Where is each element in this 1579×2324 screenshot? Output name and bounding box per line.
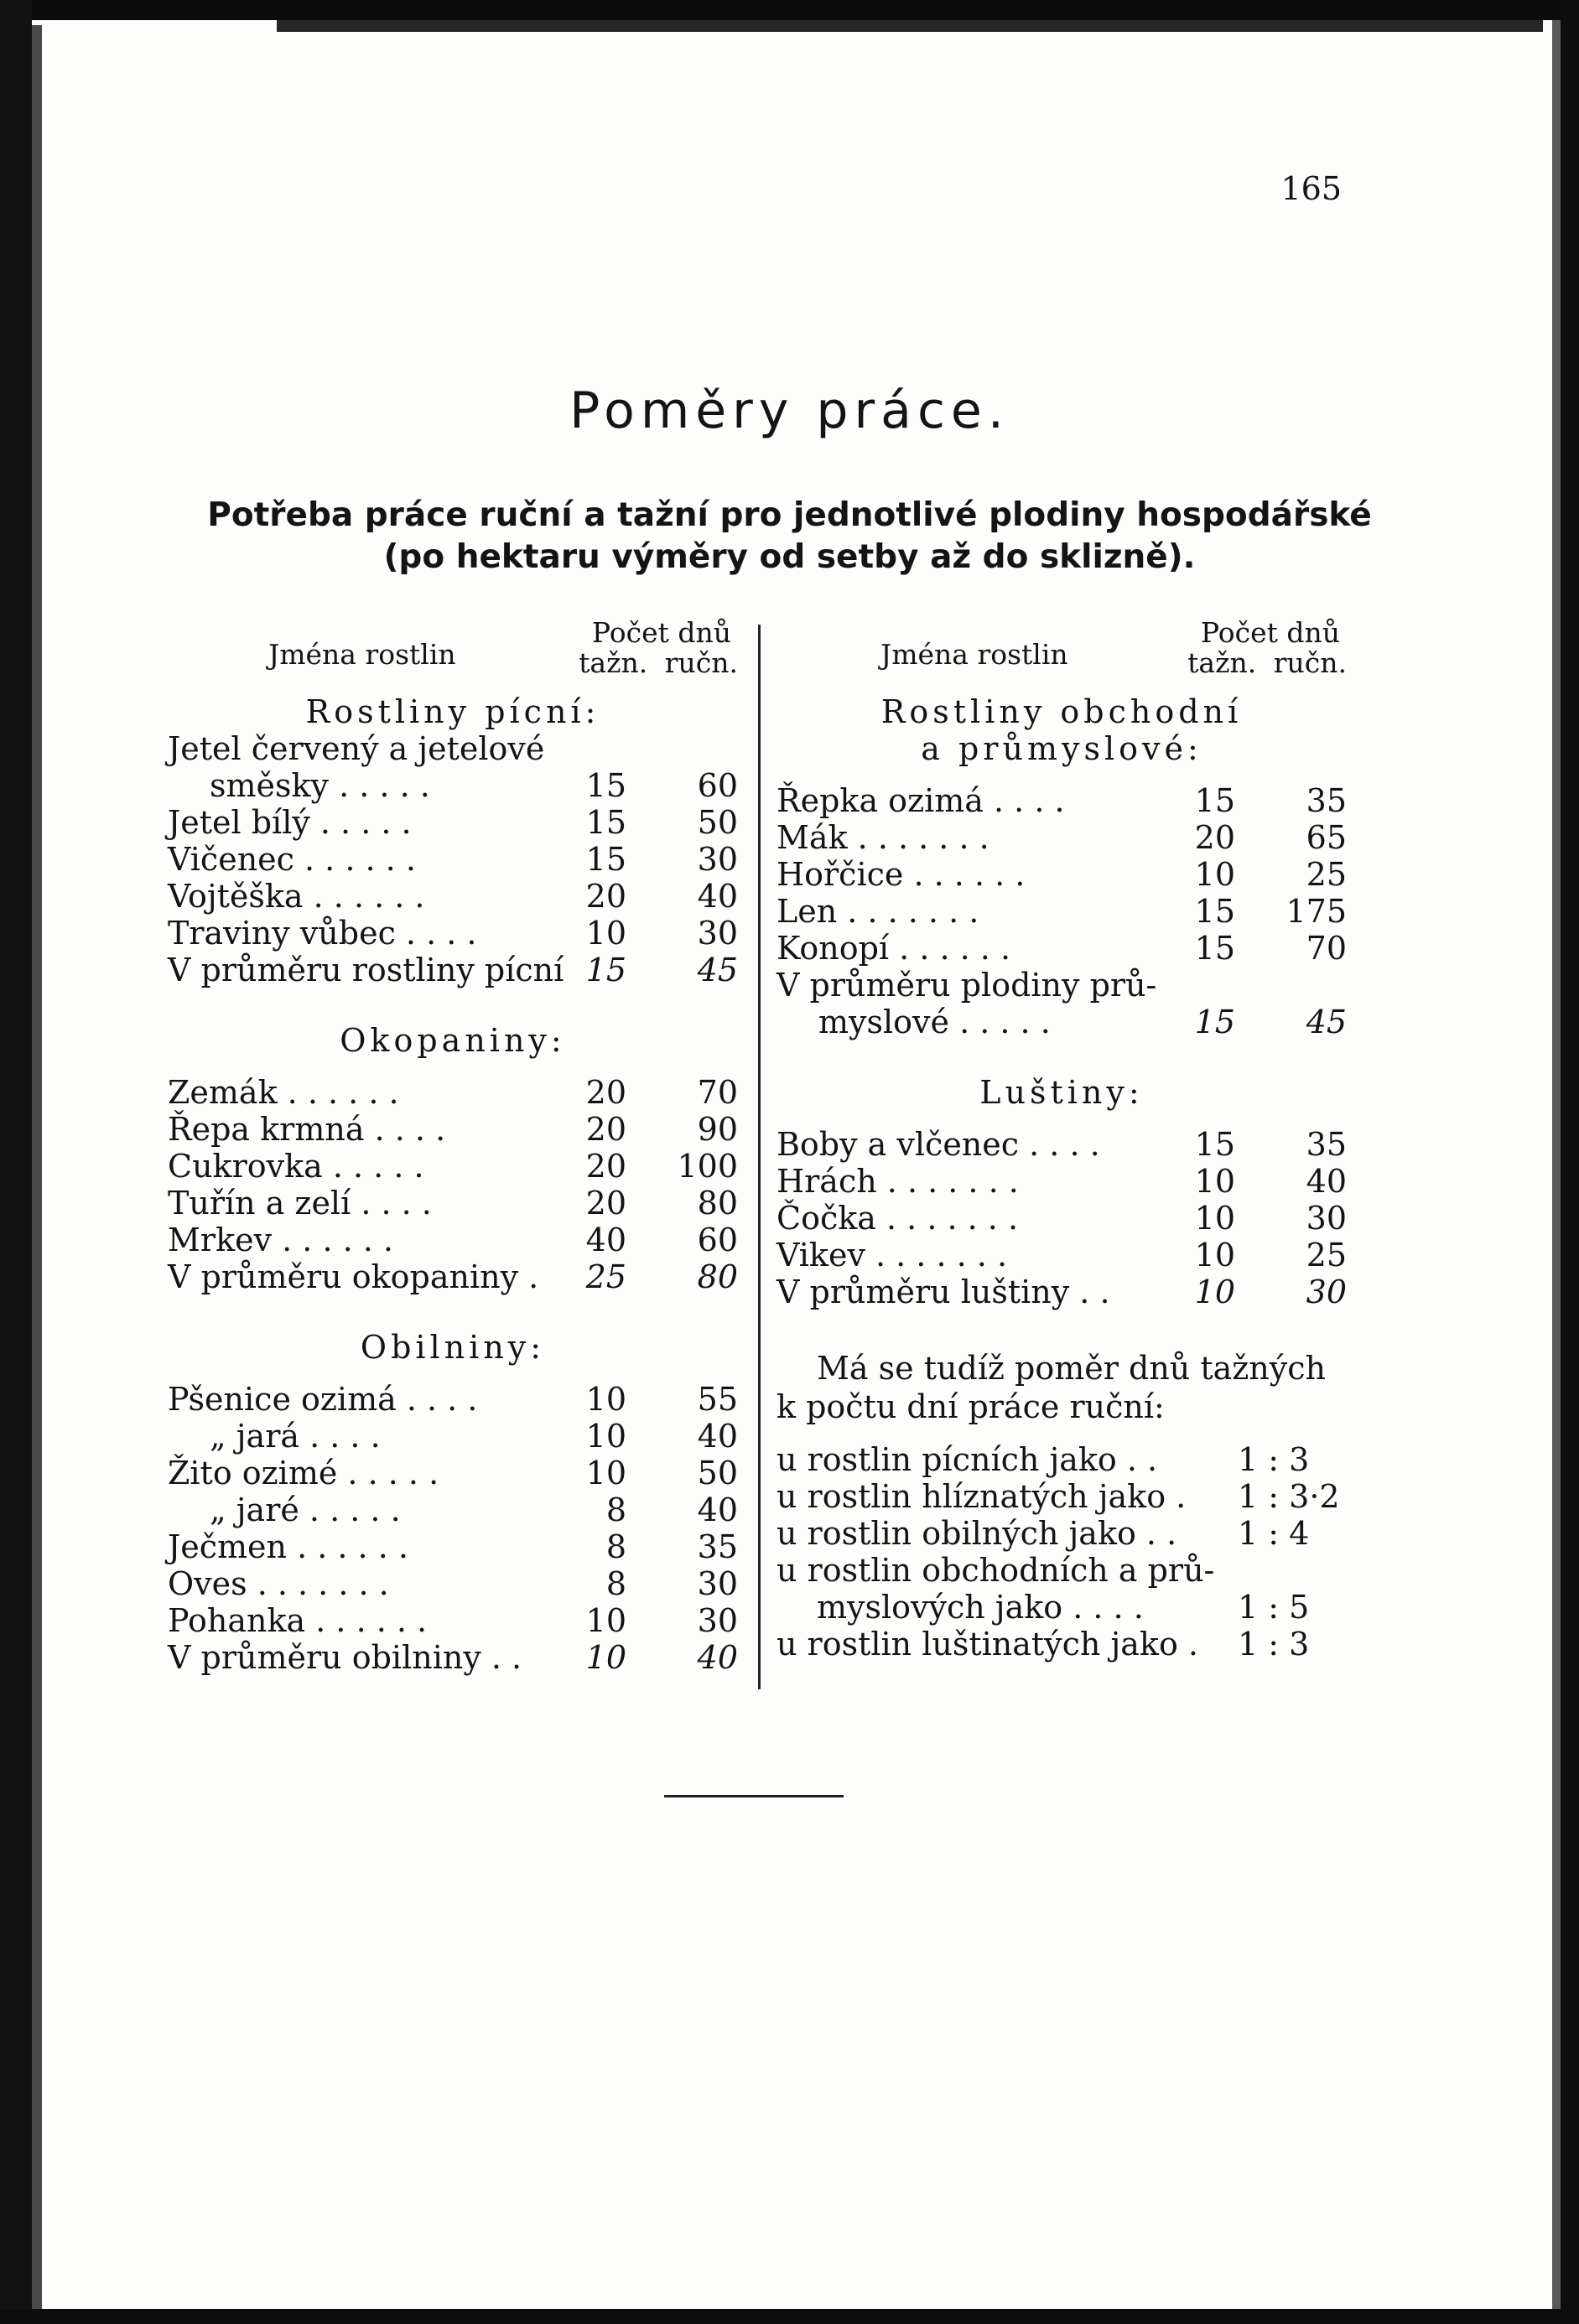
- item-name: Len . . . . . . .: [777, 893, 979, 930]
- header-rucn: ručn.: [664, 646, 738, 679]
- value-tazn: 20: [585, 878, 626, 915]
- value-tazn: 15: [1194, 1004, 1235, 1040]
- value-tazn: 15: [585, 841, 626, 878]
- value-tazn: 20: [585, 1074, 626, 1111]
- item-name: Traviny vůbec . . . .: [168, 915, 477, 952]
- header-subcols: [579, 646, 738, 679]
- subtitle-line-2: (po hektaru výměry od setby až do sklizně).: [383, 538, 1196, 576]
- value-tazn: 8: [605, 1565, 626, 1602]
- value-rucn: 60: [697, 1222, 738, 1258]
- value-rucn: 70: [697, 1074, 738, 1111]
- item-name: Cukrovka . . . . .: [168, 1148, 424, 1185]
- average-row: [168, 1258, 738, 1295]
- value-rucn: 55: [697, 1381, 738, 1418]
- item-name: Pšenice ozimá . . . .: [168, 1381, 478, 1418]
- ratio-label: u rostlin hlíznatých jako .: [777, 1478, 1187, 1515]
- header-rucn: ručn.: [1273, 646, 1347, 679]
- item-name: Vojtěška . . . . . .: [168, 878, 425, 915]
- table-header-right: [777, 616, 1347, 693]
- page-title: Poměry práce.: [569, 381, 1010, 440]
- ratio-value: 1 : 3: [1238, 1441, 1310, 1478]
- value-rucn: 40: [697, 1639, 738, 1676]
- list-item: [777, 967, 1347, 1004]
- ratio-value: 1 : 3·2: [1238, 1478, 1340, 1515]
- table-row: [777, 819, 1347, 856]
- header-tazn: tažn.: [1187, 646, 1257, 679]
- item-name: Jetel bílý . . . . .: [168, 804, 412, 841]
- value-rucn: 175: [1286, 893, 1347, 930]
- table-row: [168, 841, 738, 878]
- table-row: [168, 1565, 738, 1602]
- table-row: [168, 915, 738, 952]
- item-name: Vikev . . . . . . .: [777, 1237, 1008, 1274]
- value-rucn: 90: [697, 1111, 738, 1148]
- item-name: myslové . . . . .: [818, 1004, 1051, 1040]
- ratio-label: myslových jako . . . .: [817, 1589, 1144, 1626]
- table-row: [168, 1222, 738, 1258]
- ratio-label: u rostlin pícních jako . .: [777, 1441, 1158, 1478]
- value-rucn: 80: [697, 1185, 738, 1222]
- value-tazn: 10: [1194, 1163, 1235, 1200]
- ratio-label: u rostlin luštinatých jako .: [777, 1626, 1198, 1663]
- table-row: [777, 893, 1347, 930]
- ratio-row: [777, 1441, 1347, 1478]
- value-rucn: 35: [1306, 1126, 1347, 1163]
- value-tazn: 20: [585, 1148, 626, 1185]
- value-tazn: 8: [605, 1528, 626, 1565]
- average-row: [168, 1639, 738, 1676]
- header-name: Jména rostlin: [880, 638, 1068, 671]
- item-name: V průměru plodiny prů-: [777, 967, 1157, 1004]
- value-tazn: 15: [1194, 1126, 1235, 1163]
- value-rucn: 65: [1306, 819, 1347, 856]
- value-tazn: 10: [1194, 1237, 1235, 1274]
- item-name: Řepka ozimá . . . .: [777, 782, 1065, 819]
- item-name: Vičenec . . . . . .: [168, 841, 416, 878]
- value-rucn: 30: [1306, 1200, 1347, 1237]
- scan-edge-left-shadow: [32, 25, 42, 2324]
- value-tazn: 15: [1194, 782, 1235, 819]
- value-tazn: 10: [585, 1418, 626, 1455]
- table-row: [168, 1381, 738, 1418]
- value-tazn: 10: [585, 1639, 626, 1676]
- header-days: Počet dnů: [591, 616, 731, 649]
- value-rucn: 100: [677, 1148, 738, 1185]
- table-row: [777, 782, 1347, 819]
- value-rucn: 30: [697, 1602, 738, 1639]
- section-heading-obilniny: Obilniny:: [360, 1329, 546, 1366]
- table-row: [777, 1126, 1347, 1163]
- subtitle-line-1: Potřeba práce ruční a tažní pro jednotlivé plodiny hospodářské: [207, 496, 1372, 534]
- value-rucn: 80: [697, 1258, 738, 1295]
- value-tazn: 15: [1194, 893, 1235, 930]
- table-row: [168, 1602, 738, 1639]
- item-name: Zemák . . . . . .: [168, 1074, 399, 1111]
- average-row: [777, 1004, 1347, 1040]
- item-name: „ jará . . . .: [210, 1418, 381, 1455]
- value-tazn: 10: [585, 1381, 626, 1418]
- item-name: V průměru rostliny pícní: [168, 952, 564, 988]
- section-heading-picni: Rostliny pícní:: [305, 693, 600, 730]
- table-row: [168, 1455, 738, 1491]
- column-divider: [758, 625, 761, 1689]
- table-row: [168, 1148, 738, 1185]
- item-name: Žito ozimé . . . . .: [168, 1455, 439, 1491]
- item-name: Čočka . . . . . . .: [777, 1200, 1019, 1237]
- table-row: [168, 1418, 738, 1455]
- scan-edge-right: [1561, 0, 1579, 2324]
- value-rucn: 50: [697, 1455, 738, 1491]
- item-name: Řepa krmná . . . .: [168, 1111, 446, 1148]
- item-name: V průměru obilniny . .: [168, 1639, 522, 1676]
- item-name: Boby a vlčenec . . . .: [777, 1126, 1100, 1163]
- value-tazn: 8: [605, 1491, 626, 1528]
- value-rucn: 30: [697, 1565, 738, 1602]
- value-rucn: 50: [697, 804, 738, 841]
- value-tazn: 15: [1194, 930, 1235, 967]
- list-item: [168, 730, 738, 767]
- value-tazn: 10: [585, 915, 626, 952]
- header-name: Jména rostlin: [268, 638, 456, 671]
- value-tazn: 15: [585, 804, 626, 841]
- table-row: [168, 878, 738, 915]
- header-days: Počet dnů: [1200, 616, 1340, 649]
- scan-edge-top-shadow: [277, 20, 1543, 32]
- table-row: [168, 1111, 738, 1148]
- value-rucn: 25: [1306, 1237, 1347, 1274]
- ratio-row: [777, 1515, 1347, 1552]
- ratio-row: [777, 1589, 1347, 1626]
- item-name: Oves . . . . . . .: [168, 1565, 389, 1602]
- item-name: Tuřín a zelí . . . .: [168, 1185, 432, 1222]
- value-rucn: 30: [1306, 1274, 1347, 1310]
- ratio-value: 1 : 4: [1238, 1515, 1310, 1552]
- table-row: [168, 1528, 738, 1565]
- table-row: [168, 1074, 738, 1111]
- value-rucn: 35: [1306, 782, 1347, 819]
- table-row: [168, 1491, 738, 1528]
- closing-rule: [664, 1795, 844, 1797]
- table-row: [777, 930, 1347, 967]
- value-tazn: 10: [1194, 1274, 1235, 1310]
- left-column: [168, 616, 738, 1676]
- right-column: [777, 616, 1347, 1663]
- ratio-row: [777, 1552, 1347, 1589]
- value-tazn: 20: [1194, 819, 1235, 856]
- section-heading-okopaniny: Okopaniny:: [340, 1022, 566, 1059]
- value-tazn: 10: [1194, 856, 1235, 893]
- section-heading-lustiny: Luštiny:: [979, 1074, 1144, 1111]
- table-row: [168, 767, 738, 804]
- value-tazn: 40: [585, 1222, 626, 1258]
- value-rucn: 70: [1306, 930, 1347, 967]
- item-name: V průměru luštiny . .: [777, 1274, 1110, 1310]
- value-tazn: 15: [585, 952, 626, 988]
- table-row: [777, 1163, 1347, 1200]
- section-heading-obchodni-2: a průmyslové:: [921, 730, 1202, 767]
- value-tazn: 10: [1194, 1200, 1235, 1237]
- table-row: [168, 804, 738, 841]
- scan-edge-top: [0, 0, 1579, 20]
- scan-edge-bottom: [0, 2309, 1579, 2324]
- value-tazn: 20: [585, 1185, 626, 1222]
- header-subcols: [1187, 646, 1347, 679]
- ratio-value: 1 : 5: [1238, 1589, 1310, 1626]
- item-name: Mrkev . . . . . .: [168, 1222, 394, 1258]
- page-subtitle: [0, 495, 1579, 578]
- page-number: 165: [1280, 170, 1342, 207]
- ratio-intro-text: Má se tudíž poměr dnů tažných k počtu dní práce ruční:: [777, 1350, 1326, 1425]
- ratio-row: [777, 1626, 1347, 1663]
- value-rucn: 40: [697, 1418, 738, 1455]
- item-name: V průměru okopaniny .: [168, 1258, 539, 1295]
- ratio-row: [777, 1478, 1347, 1515]
- value-rucn: 25: [1306, 856, 1347, 893]
- item-name: Konopí . . . . . .: [777, 930, 1011, 967]
- header-tazn: tažn.: [579, 646, 648, 679]
- average-row: [777, 1274, 1347, 1310]
- item-name: „ jaré . . . . .: [210, 1491, 401, 1528]
- value-tazn: 20: [585, 1111, 626, 1148]
- value-tazn: 10: [585, 1602, 626, 1639]
- ratio-label: u rostlin obilných jako . .: [777, 1515, 1177, 1552]
- table-header-left: [168, 616, 738, 693]
- table-row: [777, 856, 1347, 893]
- item-name: Mák . . . . . . .: [777, 819, 989, 856]
- value-rucn: 40: [697, 1491, 738, 1528]
- item-name: Hrách . . . . . . .: [777, 1163, 1019, 1200]
- value-rucn: 30: [697, 915, 738, 952]
- value-rucn: 35: [697, 1528, 738, 1565]
- value-tazn: 15: [585, 767, 626, 804]
- item-name: Ječmen . . . . . .: [168, 1528, 408, 1565]
- scan-edge-left: [0, 0, 32, 2324]
- table-row: [777, 1237, 1347, 1274]
- item-name: Hořčice . . . . . .: [777, 856, 1026, 893]
- value-tazn: 10: [585, 1455, 626, 1491]
- average-row: [168, 952, 738, 988]
- value-rucn: 60: [697, 767, 738, 804]
- item-name: Pohanka . . . . . .: [168, 1602, 428, 1639]
- table-row: [168, 1185, 738, 1222]
- ratio-label: u rostlin obchodních a prů-: [777, 1552, 1215, 1589]
- value-tazn: 25: [585, 1258, 626, 1295]
- table-row: [777, 1200, 1347, 1237]
- section-heading-obchodni-1: Rostliny obchodní: [880, 693, 1243, 730]
- value-rucn: 30: [697, 841, 738, 878]
- item-name: Jetel červený a jetelové: [168, 730, 545, 767]
- value-rucn: 40: [697, 878, 738, 915]
- ratio-value: 1 : 3: [1238, 1626, 1310, 1663]
- value-rucn: 45: [1306, 1004, 1347, 1040]
- value-rucn: 45: [697, 952, 738, 988]
- value-rucn: 40: [1306, 1163, 1347, 1200]
- item-name: směsky . . . . .: [210, 767, 430, 804]
- scan-edge-right-shadow: [1552, 20, 1561, 2324]
